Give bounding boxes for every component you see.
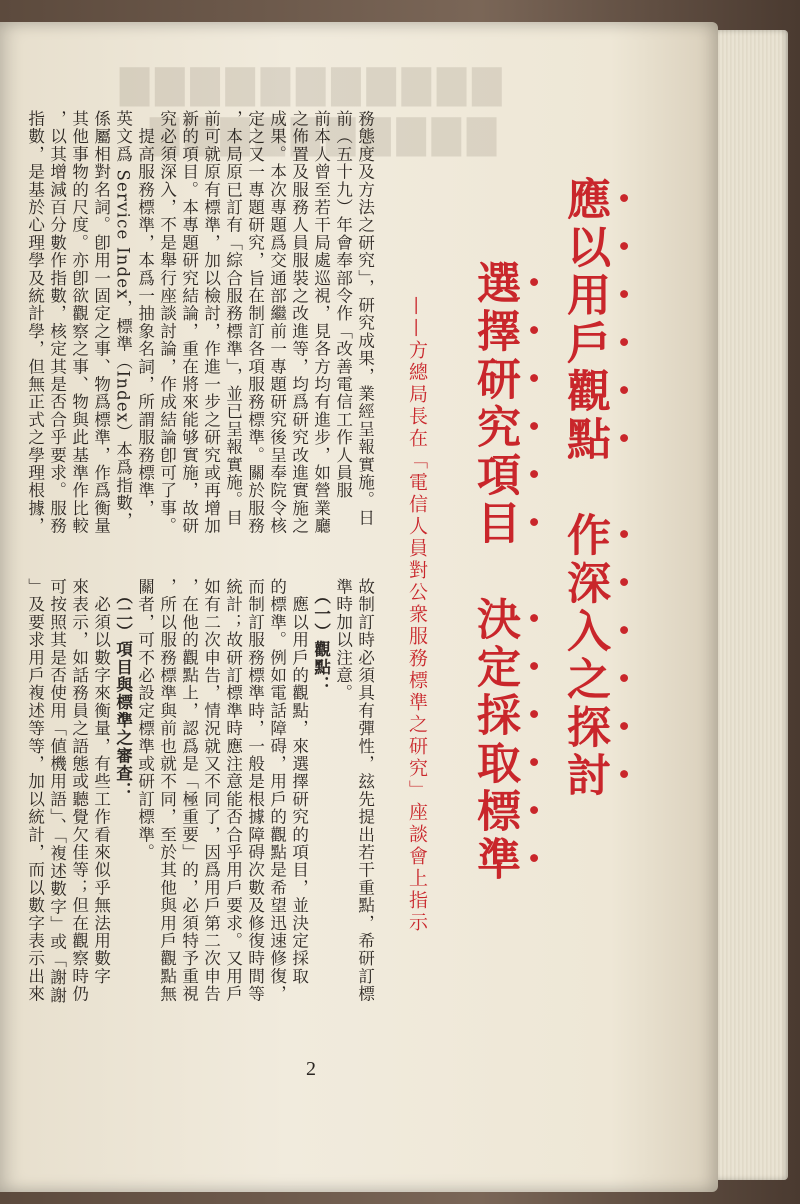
bleed-through-text: ▇▇▇▇▇▇▇▇▇▇	[150, 112, 503, 156]
text-column: 新的項目。本專題研究結論，重在將來能够實施，故研	[179, 110, 199, 535]
text-column: 係屬相對名詞。卽用一固定之事、物爲標準，作爲衡量	[91, 110, 111, 535]
text-column: 其他事物的尺度。亦卽欲觀察之事、物與此基準作比較	[69, 110, 89, 535]
text-column: 前本人曾至若干局處巡視，見各方均有進步，如營業廳	[311, 110, 331, 535]
article-title-line-1: 應以用戶觀點 作深入之探討	[559, 176, 610, 800]
text-column: （一）觀點：	[311, 578, 331, 694]
text-column: 指數，是基於心理學及統計學，但無正式之學理根據，	[25, 110, 45, 535]
text-column: 統計；故研訂標準時應注意能否合乎用戶要求。又用戶	[223, 578, 243, 1003]
text-column: 究必須深入，不是舉行座談討論，作成結論卽可了事。	[157, 110, 177, 535]
text-column: 前（五十九）年會奉部令作「改善電信工作人員服	[333, 110, 353, 500]
article-title-line-2: 選擇研究項目 決定採取標準	[469, 260, 520, 884]
text-column: 定之又一專題研究，旨在制訂各項服務標準。關於服務	[245, 110, 265, 535]
text-column: 」及要求用戶複述等等，加以統計，而以數字表示出來	[25, 578, 45, 1003]
text-column: 成果。本次專題爲交通部繼前一專題研究後呈奉院令核	[267, 110, 287, 535]
text-column: 關者，可不必設定標準或研訂標準。	[135, 578, 155, 862]
text-column: 的標準。例如電話障碍，用戶的觀點是希望迅速修復，	[267, 578, 287, 1003]
page-number: 2	[306, 1058, 316, 1080]
text-column: 準時加以注意。	[333, 578, 353, 702]
text-column: 必須以數字來衡量，有些工作看來似乎無法用數字	[91, 578, 111, 986]
text-column: 來表示，如話務員之語態或聽覺欠佳等；但在觀察時仍	[69, 578, 89, 1003]
text-column: ，在他的觀點上，認爲是「極重要」的，必須特予重視	[179, 578, 199, 1003]
text-column: （二）項目與標準之審查：	[113, 578, 133, 800]
text-column: 前可就原有標準，加以檢討，作進一步之研究或再增加	[201, 110, 221, 535]
text-column: ，本局原已訂有「綜合服務標準」，並已呈報實施。目	[223, 110, 243, 527]
text-column: ，以其增減百分數作指數，核定其是否合乎要求。服務	[47, 110, 67, 535]
text-column: 故制訂時必須具有彈性，玆先提出若干重點，希研訂標	[355, 578, 375, 1003]
article-subtitle: ——方總局長在「電信人員對公衆服務標準之研究」座談會上指示	[406, 296, 428, 934]
text-column: 如有二次申告，情況就又不同了，因爲用戶第二次申告	[201, 578, 221, 1003]
text-column: 英文爲 Service Index，標準（Index）本爲指數，	[113, 110, 133, 530]
bleed-through-text: ▇▇▇▇▇▇▇▇▇▇▇	[120, 62, 508, 106]
text-column: 務態度及方法之研究」，研究成果，業經呈報實施。日	[355, 110, 375, 527]
page-edges	[708, 30, 788, 1180]
text-column: 而制訂服務標準時，一般是根據障碍次數及修復時間等	[245, 578, 265, 1003]
text-column: 提高服務標準，本爲一抽象名詞，所謂服務標準，	[135, 110, 155, 518]
text-column: 之佈置及服務人員服裝之改進等，均爲研究改進實施之	[289, 110, 309, 535]
text-column: 可按照其是否使用「値機用語」、「複述數字」或「謝謝	[47, 578, 67, 1004]
text-column: 應以用戶的觀點，來選擇研究的項目，並決定採取	[289, 578, 309, 986]
text-column: ，所以服務標準與前也就不同，至於其他與用戶觀點無	[157, 578, 177, 1003]
